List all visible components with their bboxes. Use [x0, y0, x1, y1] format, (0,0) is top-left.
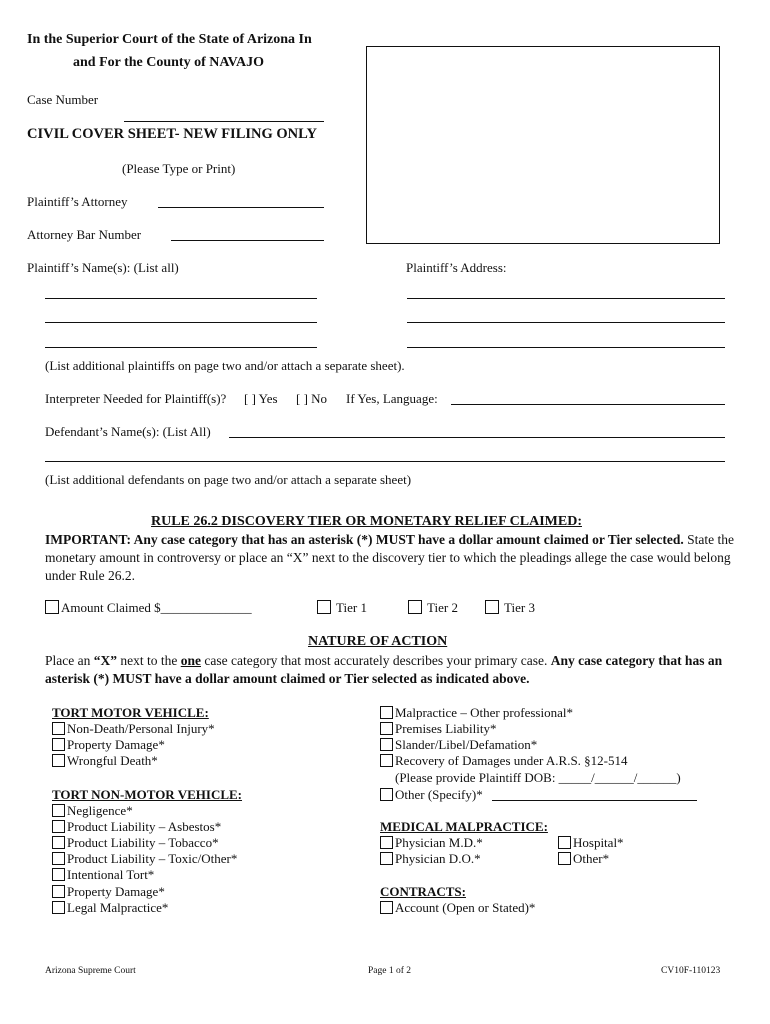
rule-important-paragraph	[45, 531, 735, 585]
tier3-checkbox[interactable]	[485, 600, 499, 614]
tier2-label: Tier 2	[427, 600, 458, 615]
item-label: Slander/Libel/Defamation*	[395, 737, 538, 752]
tort-non-motor-item	[52, 835, 219, 851]
footer-left: Arizona Supreme Court	[45, 966, 136, 976]
checkbox[interactable]	[52, 738, 65, 751]
plaintiff-name-line-2[interactable]	[45, 322, 317, 323]
contracts-item	[380, 900, 535, 916]
bar-number-label: Attorney Bar Number	[27, 227, 142, 242]
amount-claimed-label: Amount Claimed $______________	[61, 600, 252, 615]
plaintiff-address-line-2[interactable]	[407, 322, 725, 323]
plaintiff-names-label: Plaintiff’s Name(s): (List all)	[27, 260, 179, 275]
form-title: CIVIL COVER SHEET- NEW FILING ONLY	[27, 126, 317, 142]
checkbox[interactable]	[52, 836, 65, 849]
plaintiff-name-line-3[interactable]	[45, 347, 317, 348]
additional-defendants-note: (List additional defendants on page two and/or attach a separate sheet)	[45, 472, 412, 487]
tier2-checkbox[interactable]	[408, 600, 422, 614]
tier1-checkbox[interactable]	[317, 600, 331, 614]
checkbox[interactable]	[52, 754, 65, 767]
checkbox[interactable]	[380, 901, 393, 914]
item-label: Product Liability – Toxic/Other*	[67, 851, 238, 866]
contracts-heading: CONTRACTS:	[380, 884, 466, 899]
plaintiff-address-label: Plaintiff’s Address:	[406, 260, 507, 275]
additional-plaintiffs-note: (List additional plaintiffs on page two and/or attach a separate sheet).	[45, 358, 405, 373]
checkbox[interactable]	[52, 820, 65, 833]
checkbox[interactable]	[380, 788, 393, 801]
checkbox[interactable]	[380, 754, 393, 767]
item-label: Physician M.D.*	[395, 835, 483, 850]
tier2-row	[408, 600, 458, 616]
item-label: Account (Open or Stated)*	[395, 900, 536, 915]
item-label: Intentional Tort*	[67, 867, 155, 882]
case-number-label: Case Number	[27, 92, 99, 107]
item-label: Non-Death/Personal Injury*	[67, 721, 215, 736]
nature-instr-text-2: next to the	[116, 653, 181, 668]
nature-instructions	[45, 652, 735, 688]
nature-instr-x: “X”	[93, 653, 117, 668]
tier1-row	[317, 600, 367, 616]
item-label: Other*	[573, 851, 610, 866]
nature-instr-bold: Any case category that has an asterisk (*) MUST have a dollar amount claimed or Tier selected as indicated above.	[45, 653, 723, 686]
nature-heading: NATURE OF ACTION	[308, 634, 448, 649]
item-label: Property Damage*	[67, 884, 165, 899]
attorney-field[interactable]	[158, 207, 324, 208]
defendant-name-line-1[interactable]	[229, 437, 725, 438]
tort-non-motor-heading: TORT NON-MOTOR VEHICLE:	[52, 787, 243, 802]
nature-instr-one: one	[180, 653, 201, 668]
checkbox[interactable]	[52, 722, 65, 735]
checkbox[interactable]	[52, 885, 65, 898]
plaintiff-address-line-1[interactable]	[407, 298, 725, 299]
item-label: Negligence*	[67, 803, 133, 818]
right-category-item	[380, 721, 496, 737]
court-title-line1: In the Superior Court of the State of Arizona In	[27, 32, 312, 47]
checkbox[interactable]	[380, 722, 393, 735]
interpreter-no-option[interactable]: [ ] No	[296, 391, 328, 406]
medical-heading: MEDICAL MALPRACTICE:	[380, 819, 548, 834]
bar-number-field[interactable]	[171, 240, 324, 241]
tort-non-motor-item	[52, 803, 133, 819]
item-label: Premises Liability*	[395, 721, 497, 736]
other-specify-field[interactable]	[492, 800, 697, 801]
rule-heading: RULE 26.2 DISCOVERY TIER OR MONETARY RELIEF CLAIMED:	[151, 514, 582, 529]
checkbox[interactable]	[52, 868, 65, 881]
medical-item	[558, 835, 624, 851]
checkbox[interactable]	[52, 901, 65, 914]
language-label: If Yes, Language:	[346, 391, 438, 406]
checkbox[interactable]	[380, 852, 393, 865]
tier1-label: Tier 1	[336, 600, 367, 615]
item-label: Physician D.O.*	[395, 851, 481, 866]
item-label: Hospital*	[573, 835, 624, 850]
rule-important-bold: IMPORTANT: Any case category that has an asterisk (*) MUST have a dollar amount claimed or Tier selected.	[45, 532, 684, 547]
tort-non-motor-item	[52, 884, 165, 900]
checkbox[interactable]	[52, 852, 65, 865]
item-label: Property Damage*	[67, 737, 165, 752]
tier3-row	[485, 600, 535, 616]
checkbox[interactable]	[52, 804, 65, 817]
checkbox[interactable]	[558, 836, 571, 849]
plaintiff-name-line-1[interactable]	[45, 298, 317, 299]
plaintiff-dob-note[interactable]: (Please provide Plaintiff DOB: _____/______/______)	[395, 770, 681, 785]
tort-motor-item	[52, 737, 165, 753]
checkbox[interactable]	[380, 738, 393, 751]
tort-motor-heading: TORT MOTOR VEHICLE:	[52, 705, 209, 720]
medical-item	[380, 851, 481, 867]
nature-instr-text-1: Place an	[45, 653, 94, 668]
medical-item	[558, 851, 609, 867]
clerk-stamp-box	[366, 46, 720, 244]
defendant-names-label: Defendant’s Name(s): (List All)	[45, 424, 211, 439]
tier3-label: Tier 3	[504, 600, 535, 615]
other-specify-item	[380, 787, 483, 803]
medical-item	[380, 835, 483, 851]
tort-motor-item	[52, 721, 215, 737]
tort-motor-item	[52, 753, 158, 769]
page-number: Page 1 of 2	[368, 966, 412, 976]
right-category-item	[380, 753, 628, 769]
plaintiff-address-line-3[interactable]	[407, 347, 725, 348]
item-label: Malpractice – Other professional*	[395, 705, 573, 720]
item-label: Product Liability – Tobacco*	[67, 835, 219, 850]
item-label: Legal Malpractice*	[67, 900, 169, 915]
tort-non-motor-item	[52, 867, 154, 883]
case-number-field[interactable]	[124, 121, 324, 122]
checkbox[interactable]	[380, 836, 393, 849]
item-label: Wrongful Death*	[67, 753, 158, 768]
print-note: (Please Type or Print)	[122, 161, 236, 176]
attorney-label: Plaintiff’s Attorney	[27, 194, 128, 209]
tort-non-motor-item	[52, 819, 221, 835]
item-label: Product Liability – Asbestos*	[67, 819, 222, 834]
checkbox[interactable]	[380, 706, 393, 719]
item-label: Other (Specify)*	[395, 787, 483, 802]
form-code: CV10F-110123	[661, 966, 721, 976]
interpreter-question: Interpreter Needed for Plaintiff(s)?	[45, 391, 227, 406]
tort-non-motor-item	[52, 900, 168, 916]
item-label: Recovery of Damages under A.R.S. §12-514	[395, 753, 628, 768]
right-category-item	[380, 737, 537, 753]
rule-important-text: State the monetary amount in controversy or place an “X” next to the discovery tier to which the pleadings allege the case would belong under Rule 26.2.	[45, 532, 734, 583]
interpreter-yes-option[interactable]: [ ] Yes	[244, 391, 278, 406]
language-field[interactable]	[451, 404, 725, 405]
amount-claimed-row	[45, 600, 252, 616]
nature-instr-text-3: case category that most accurately describes your primary case.	[200, 653, 551, 668]
checkbox[interactable]	[558, 852, 571, 865]
court-title-line2: and For the County of NAVAJO	[73, 55, 264, 70]
amount-claimed-checkbox[interactable]	[45, 600, 59, 614]
defendant-name-line-2[interactable]	[45, 461, 725, 462]
tort-non-motor-item	[52, 851, 237, 867]
right-category-item	[380, 705, 573, 721]
